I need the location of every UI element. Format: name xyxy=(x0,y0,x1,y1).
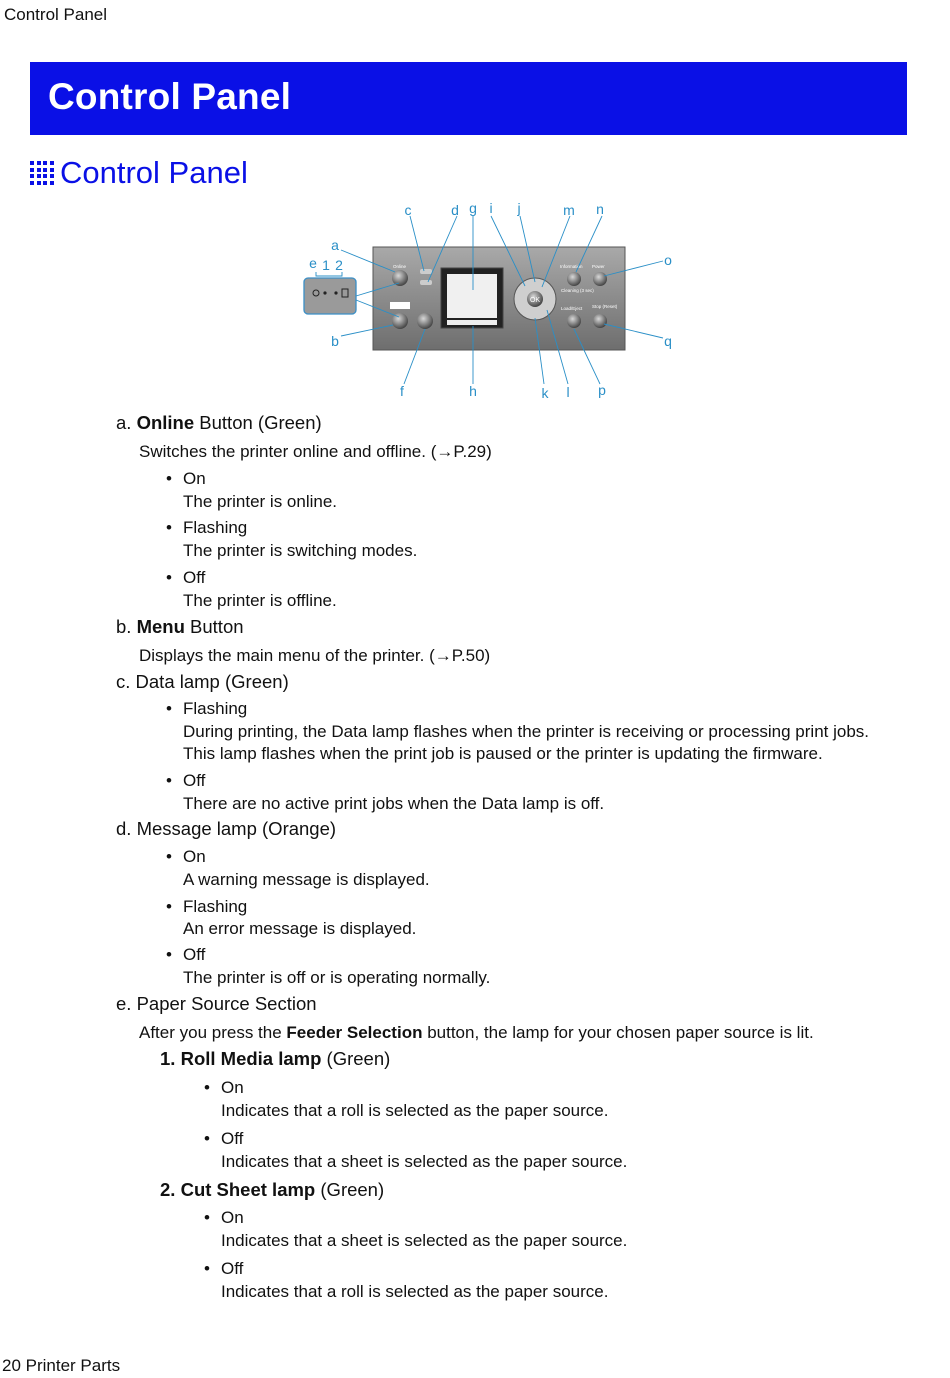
sub-item-2-heading: 2. Cut Sheet lamp (Green) xyxy=(160,1179,385,1200)
callout-o: o xyxy=(664,252,672,268)
data-lamp xyxy=(420,269,432,274)
lcd-keys xyxy=(447,320,497,325)
message-lamp xyxy=(420,280,432,285)
menu-label-plate xyxy=(390,302,410,309)
bullet-text: The printer is switching modes. xyxy=(183,541,418,560)
bullet-text: This lamp flashes when the print job is paused or the printer is updating the firmware. xyxy=(183,744,823,763)
callout-f: f xyxy=(400,383,404,399)
callout-1: 1 xyxy=(322,257,330,273)
control-panel-diagram xyxy=(300,196,690,406)
online-button xyxy=(392,270,408,286)
bullet-text: Indicates that a sheet is selected as the paper source. xyxy=(221,1152,628,1171)
bullet-label: • On xyxy=(221,1208,244,1228)
bullet-label: • On xyxy=(221,1078,244,1098)
information-button xyxy=(567,272,581,286)
bullet-label: • Flashing xyxy=(183,518,247,538)
bullet-text: The printer is online. xyxy=(183,492,338,511)
load-eject-label: Load/Eject xyxy=(561,306,583,311)
page-footer: 20 Printer Parts xyxy=(2,1356,121,1375)
cleaning-label: Cleaning (3 sec) xyxy=(561,288,594,293)
bullet-label: • Off xyxy=(221,1259,243,1279)
roll-media-lamp xyxy=(323,291,326,294)
callout-e: e xyxy=(309,255,317,271)
item-d-heading: d. Message lamp (Orange) xyxy=(116,818,337,839)
stop-button xyxy=(593,314,607,328)
callout-a: a xyxy=(331,237,339,253)
callout-2: 2 xyxy=(335,257,343,273)
section-title-text: Control Panel xyxy=(60,155,248,190)
callout-n: n xyxy=(596,201,604,217)
callout-p: p xyxy=(598,382,606,398)
item-b-heading: b. Menu Button xyxy=(116,616,244,637)
information-label: Information xyxy=(560,264,583,269)
load-eject-button xyxy=(567,314,581,328)
item-c-heading: c. Data lamp (Green) xyxy=(116,671,289,692)
callout-k: k xyxy=(541,385,549,401)
callout-d: d xyxy=(451,202,459,218)
bullet-label: • Off xyxy=(183,945,205,965)
callout-b: b xyxy=(331,333,339,349)
callout-m: m xyxy=(563,202,575,218)
bullet-label: • Flashing xyxy=(183,699,247,719)
banner-title: Control Panel xyxy=(48,76,292,117)
power-label: Power xyxy=(592,264,605,269)
grid-icon xyxy=(30,161,54,185)
item-a-heading: a. Online Button (Green) xyxy=(116,412,322,433)
bullet-text: Indicates that a roll is selected as the paper source. xyxy=(221,1282,609,1301)
callout-l: l xyxy=(566,384,570,400)
item-e-heading: e. Paper Source Section xyxy=(116,993,317,1014)
item-a-desc: Switches the printer online and offline. (→P.29) xyxy=(139,442,492,461)
power-button xyxy=(593,272,607,286)
lcd-screen xyxy=(447,274,497,318)
bullet-text: Indicates that a sheet is selected as the paper source. xyxy=(221,1231,628,1250)
running-header: Control Panel xyxy=(4,5,108,24)
callout-j: j xyxy=(517,200,521,216)
bullet-text: The printer is offline. xyxy=(183,591,337,610)
cut-sheet-lamp xyxy=(334,291,337,294)
callout-h: h xyxy=(469,383,477,399)
bullet-label: • Flashing xyxy=(183,897,247,917)
bullet-text: Indicates that a roll is selected as the paper source. xyxy=(221,1101,609,1120)
back-button xyxy=(417,313,433,329)
bullet-label: • Off xyxy=(221,1129,243,1149)
callout-c: c xyxy=(404,202,412,218)
bullet-text: The printer is off or is operating normally. xyxy=(183,968,491,987)
bullet-label: • Off xyxy=(183,771,205,791)
bullet-label: • Off xyxy=(183,568,205,588)
item-e-desc: After you press the Feeder Selection button, the lamp for your chosen paper source is lit. xyxy=(139,1023,814,1042)
section-title xyxy=(30,155,248,191)
stop-label: Stop (Reset) xyxy=(592,304,618,309)
bullet-text: There are no active print jobs when the Data lamp is off. xyxy=(183,794,605,813)
sub-item-1-heading: 1. Roll Media lamp (Green) xyxy=(160,1048,391,1069)
item-b-desc: Displays the main menu of the printer. (→P.50) xyxy=(139,646,491,665)
bullet-label: • On xyxy=(183,469,206,489)
online-label: Online xyxy=(393,264,407,269)
callout-q: q xyxy=(664,333,672,349)
bullet-label: • On xyxy=(183,847,206,867)
bullet-text: During printing, the Data lamp flashes when the printer is receiving or processing print jobs. xyxy=(183,722,870,741)
bullet-text: A warning message is displayed. xyxy=(183,870,430,889)
ok-label: OK xyxy=(529,297,541,304)
callout-g: g xyxy=(469,200,477,216)
chapter-banner xyxy=(30,62,907,135)
bullet-text: An error message is displayed. xyxy=(183,919,417,938)
callout-i: i xyxy=(489,200,493,216)
